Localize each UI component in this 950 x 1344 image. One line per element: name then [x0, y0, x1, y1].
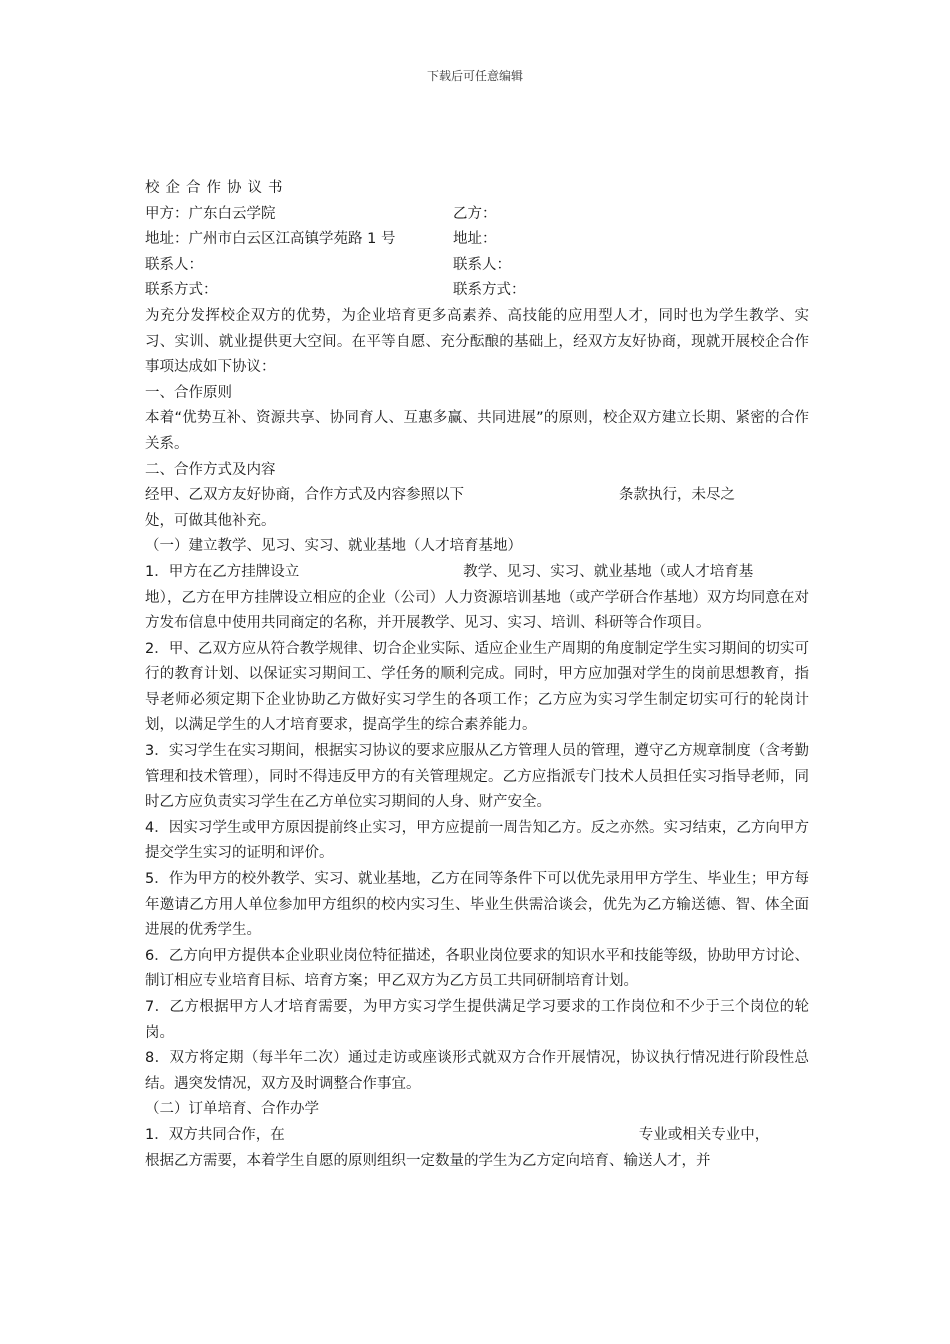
section-2-text-b: 条款执行，未尽之: [619, 487, 735, 504]
item-1-line-1: [145, 560, 809, 586]
agreement-body: [145, 176, 809, 1174]
party-b-contact: 联系人：: [453, 256, 511, 273]
item-4: 4．因实习学生或甲方原因提前终止实习，甲方应提前一周告知乙方。反之亦然。实习结束，乙方向甲方提交学生实习的证明和评价。: [145, 819, 809, 862]
document-title: 校企合作协议书: [145, 180, 289, 196]
item-1-text-c: 地），乙方在甲方挂牌设立相应的企业（公司）人力资源培训基地（或产学研合作基地）双方均同意在对方发布信息中使用共同商定的名称，并开展教学、见习、实习、培训、科研等合作项目。: [145, 589, 809, 632]
item-2: 2．甲、乙双方应从符合教学规律、切合企业实际、适应企业生产周期的角度制定学生实习期间的切实可行的教育计划、以保证实习期间工、学任务的顺利完成。同时，甲方应加强对学生的岗前思想教育，指导老师必须定期下企业协助乙方做好实习学生的各项工作；乙方应为实习学生制定切实可行的轮岗计划，以满足学生的人才培育要求，提高学生的综合素养能力。: [145, 640, 809, 734]
party-a-address: 地址：广州市白云区江高镇学苑路 1 号: [145, 231, 396, 248]
section-2-text-a: 经甲、乙双方友好协商，合作方式及内容参照以下: [145, 487, 464, 504]
subsection-2-item-1-line-1: [145, 1123, 809, 1149]
subsection-2-title: （二）订单培育、合作办学: [145, 1101, 319, 1118]
item-7: 7．乙方根据甲方人才培育需要，为甲方实习学生提供满足学习要求的工作岗位和不少于三个岗位的轮岗。: [145, 999, 809, 1041]
section-2-text-c: 处，可做其他补充。: [145, 512, 276, 529]
item-3: 3．实习学生在实习期间，根据实习协议的要求应服从乙方管理人员的管理，遵守乙方规章制度（含考勤管理和技术管理），同时不得违反甲方的有关管理规定。乙方应指派专门技术人员担任实习指导老师，同时乙方应负责实习学生在乙方单位实习期间的人身、财产安全。: [145, 743, 809, 811]
page-header-note: 下载后可任意编辑: [426, 69, 523, 83]
intro-paragraph: 为充分发挥校企双方的优势，为企业培育更多高素养、高技能的应用型人才，同时也为学生教学、实习、实训、就业提供更大空间。在平等自愿、充分酝酿的基础上，经双方友好协商，现就开展校企合作事项达成如下协议：: [145, 307, 809, 376]
subsection-2-item-1-c: 根据乙方需要，本着学生自愿的原则组织一定数量的学生为乙方定向培育、输送人才，并: [145, 1152, 711, 1169]
item-8: 8．双方将定期（每半年二次）通过走访或座谈形式就双方合作开展情况，协议执行情况进行阶段性总结。遇突发情况，双方及时调整合作事宜。: [145, 1050, 809, 1092]
section-1-text: 本着“优势互补、资源共享、协同育人、互惠多赢、共同进展”的原则，校企双方建立长期、紧密的合作关系。: [145, 410, 809, 452]
item-5: 5．作为甲方的校外教学、实习、就业基地，乙方在同等条件下可以优先录用甲方学生、毕业生；甲方每年邀请乙方用人单位参加甲方组织的校内实习生、毕业生供需洽谈会，优先为乙方输送德、智、体全面进展的优秀学生。: [145, 871, 809, 939]
party-a-contact: 联系人：: [145, 256, 203, 273]
subsection-1-title: （一）建立教学、见习、实习、就业基地（人才培育基地）: [145, 538, 522, 555]
item-1-text-b: 教学、见习、实习、就业基地（或人才培育基: [463, 563, 754, 580]
party-row-2: [145, 227, 809, 253]
party-row-4: [145, 278, 809, 304]
party-b-address: 地址：: [453, 231, 497, 248]
party-row-1: [145, 202, 809, 228]
item-1-text-a: 1．甲方在乙方挂牌设立: [145, 563, 300, 580]
party-b-phone: 联系方式：: [453, 282, 526, 299]
party-b-name: 乙方：: [453, 205, 497, 222]
section-1-title: 一、合作原则: [145, 384, 232, 401]
item-6: 6．乙方向甲方提供本企业职业岗位特征描述，各职业岗位要求的知识水平和技能等级，协助甲方讨论、制订相应专业培育目标、培育方案；甲乙双方为乙方员工共同研制培育计划。: [145, 947, 809, 990]
subsection-2-item-1-b: 专业或相关专业中，: [638, 1126, 770, 1143]
party-row-3: [145, 253, 809, 279]
party-a-name: 甲方：广东白云学院: [145, 205, 276, 222]
section-2-text-line: [145, 483, 809, 509]
party-a-phone: 联系方式：: [145, 282, 218, 299]
subsection-2-item-1-a: 1．双方共同合作，在: [145, 1126, 285, 1143]
section-2-title: 二、合作方式及内容: [145, 461, 276, 478]
